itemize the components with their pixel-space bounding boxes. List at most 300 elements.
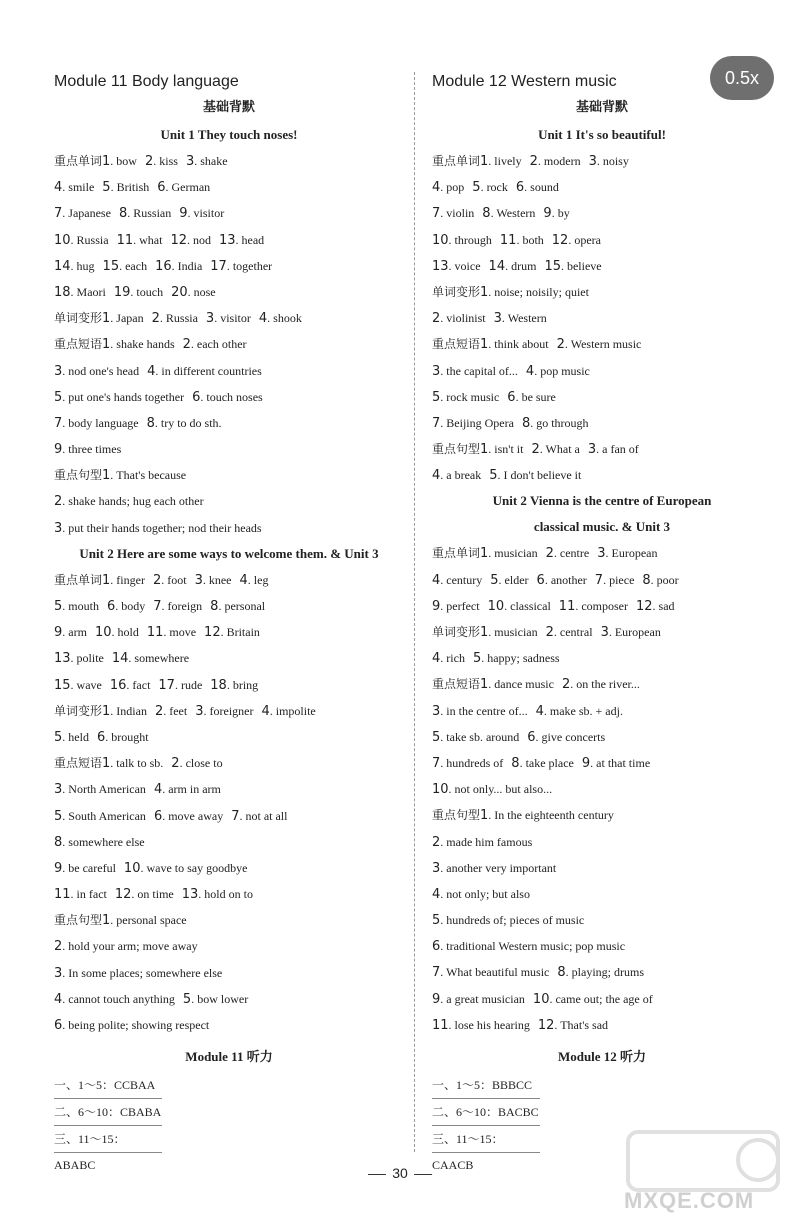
answer-item: 7. not at all: [231, 808, 288, 824]
answer-line: [432, 174, 772, 200]
listening-title: Module 11 听力: [185, 1049, 273, 1065]
module-title: Module 12 Western music: [432, 73, 617, 90]
item-number: 2: [432, 834, 441, 850]
answer-item: 8. Russian: [118, 206, 172, 222]
item-number: 10: [432, 232, 449, 248]
answer-line: [54, 986, 404, 1012]
item-text: put their hands together; nod their heads: [68, 520, 262, 535]
answer-item: 13. hold on to: [181, 887, 253, 903]
answer-item: 10. classical: [487, 598, 551, 614]
answer-line: [432, 227, 772, 253]
item-number: 3: [185, 154, 195, 169]
item-number: 9: [179, 206, 188, 222]
answer-item: 8. go through: [521, 415, 589, 431]
item-number: 5: [489, 468, 498, 484]
item-text: in different countries: [161, 363, 262, 378]
answer-item: 1. lively: [480, 154, 522, 169]
answer-item: 8. personal: [210, 599, 266, 614]
item-text: What beautiful music: [446, 965, 550, 980]
item-text: fact: [132, 677, 151, 692]
dash-left: [368, 1174, 386, 1175]
item-text: lively: [494, 154, 522, 168]
item-number: 2: [171, 756, 180, 772]
item-number: 16: [109, 677, 127, 693]
item-number: 8: [118, 206, 128, 222]
answer-lines: [432, 540, 772, 1038]
answer-item: 11. composer: [558, 598, 628, 614]
answer-item: 1. Indian: [102, 703, 147, 719]
item-text: nose: [193, 284, 216, 299]
item-number: 5: [472, 651, 482, 667]
answer-item: 20. nose: [171, 284, 216, 300]
category-label: 重点句型: [432, 442, 481, 457]
page-number-text: 30: [392, 1165, 408, 1181]
item-number: 5: [490, 572, 499, 588]
item-text: hold on to: [204, 887, 253, 902]
item-text: a great musician: [446, 991, 525, 1006]
item-text: wave to say goodbye: [146, 860, 248, 875]
item-text: British: [116, 180, 150, 195]
answer-line: [432, 645, 772, 671]
item-number: 8: [482, 206, 491, 222]
answer-line: [54, 253, 404, 279]
answer-item: 7. Japanese: [54, 206, 111, 222]
item-text: came out; the age of: [555, 991, 653, 1006]
item-text: dance music: [494, 677, 554, 692]
category-label: 重点句型: [432, 808, 481, 823]
item-number: 1: [102, 154, 111, 169]
item-number: 4: [535, 703, 544, 719]
item-number: 10: [123, 860, 141, 876]
item-text: visitor: [220, 311, 251, 326]
item-text: take place: [525, 755, 574, 770]
item-text: mouth: [68, 599, 99, 613]
item-number: 7: [54, 415, 63, 431]
answer-item: 7. piece: [594, 572, 635, 588]
item-number: 10: [532, 991, 550, 1007]
item-text: somewhere else: [68, 834, 145, 849]
item-number: 5: [54, 729, 63, 745]
item-text: foot: [167, 572, 187, 587]
item-text: In some places; somewhere else: [68, 965, 223, 980]
item-number: 9: [432, 598, 441, 614]
answer-line: [54, 200, 404, 226]
category-label: 重点句型: [54, 913, 103, 928]
answer-item: 1. shake hands: [102, 337, 175, 353]
item-number: 1: [480, 284, 489, 300]
answer-line: [432, 593, 772, 619]
item-text: cannot touch anything: [68, 991, 175, 1006]
item-text: What a: [545, 442, 580, 457]
item-number: 11: [116, 232, 134, 248]
item-text: be sure: [521, 389, 556, 404]
item-text: somewhere: [134, 651, 190, 666]
answer-item: 14. somewhere: [111, 651, 190, 667]
answer-item: 2. violinist: [432, 311, 486, 327]
item-number: 11: [558, 598, 576, 614]
item-number: 3: [54, 520, 63, 536]
answer-line: [432, 148, 772, 174]
item-text: traditional Western music; pop music: [446, 939, 626, 954]
item-text: body language: [68, 415, 139, 430]
item-number: 7: [432, 755, 441, 771]
answer-item: 3. European: [597, 546, 658, 562]
category-label: 单词变形: [54, 703, 103, 718]
answer-line: [54, 436, 404, 462]
item-number: 1: [480, 337, 489, 353]
answer-line: [432, 959, 772, 985]
item-number: 4: [54, 180, 63, 196]
item-text: voice: [454, 258, 481, 273]
item-number: 2: [529, 154, 538, 169]
answer-item: 2. Western music: [556, 337, 642, 353]
item-text: shake: [200, 154, 228, 168]
answer-line: [432, 462, 772, 488]
answer-line: [432, 802, 772, 828]
listening-answer: 一、1～5：CCBAA: [54, 1072, 162, 1099]
answer-item: 2. hold your arm; move away: [54, 939, 198, 955]
item-number: 7: [594, 572, 604, 588]
item-number: 12: [170, 232, 187, 248]
item-text: on time: [137, 887, 174, 902]
item-number: 8: [642, 572, 651, 588]
item-text: noisy: [602, 154, 629, 168]
item-number: 1: [102, 756, 111, 772]
answer-line: [54, 829, 404, 855]
answer-item: 14. drum: [488, 258, 537, 274]
answer-item: 1. isn't it: [480, 442, 524, 458]
item-text: each other: [196, 337, 247, 352]
item-number: 3: [54, 782, 63, 798]
answer-item: 6. sound: [515, 180, 559, 196]
answer-item: 8. try to do sth.: [146, 415, 222, 431]
item-number: 6: [527, 729, 536, 745]
answer-line: [54, 645, 404, 671]
answer-line: [54, 907, 404, 933]
item-text: arm in arm: [168, 782, 221, 797]
item-text: Russian: [133, 206, 172, 221]
answer-line: [432, 567, 772, 593]
answer-line: [54, 148, 404, 174]
answer-item: 9. arm: [54, 625, 87, 641]
item-text: composer: [581, 598, 628, 613]
item-text: foreigner: [209, 703, 254, 718]
answer-item: 2. foot: [152, 572, 187, 588]
unit-title: Unit 2 Vienna is the centre of European: [492, 493, 712, 509]
item-text: hundreds of; pieces of music: [446, 913, 585, 928]
item-number: 7: [231, 808, 240, 824]
answer-line: [54, 803, 404, 829]
answer-item: 2. each other: [182, 337, 247, 353]
answer-item: 6. touch noses: [192, 389, 263, 405]
answer-item: 7. violin: [432, 206, 475, 222]
item-number: 18: [54, 284, 71, 300]
item-text: I don't believe it: [503, 468, 582, 483]
answer-item: 10. wave to say goodbye: [123, 860, 248, 876]
answer-line: [432, 331, 772, 357]
answer-item: 4. century: [432, 572, 483, 588]
answer-item: 3. foreigner: [195, 703, 254, 719]
answer-item: 17. rude: [158, 677, 203, 693]
answer-item: 5. hundreds of; pieces of music: [432, 913, 585, 929]
item-number: 2: [182, 337, 191, 353]
item-number: 1: [480, 442, 489, 458]
answer-item: 5. rock: [472, 180, 508, 196]
item-number: 3: [54, 363, 63, 379]
category-label: 重点短语: [54, 756, 103, 771]
item-text: feet: [169, 703, 188, 718]
answer-item: 2. modern: [529, 154, 581, 169]
item-text: Maori: [76, 284, 106, 299]
answer-line: [432, 619, 772, 645]
item-text: another very important: [446, 860, 557, 875]
item-number: 9: [54, 860, 63, 876]
item-number: 3: [195, 703, 204, 719]
item-number: 9: [581, 755, 591, 771]
item-number: 14: [111, 651, 129, 667]
item-number: 1: [480, 808, 489, 824]
item-text: hold: [117, 625, 139, 640]
answer-item: 12. sad: [636, 598, 675, 614]
item-text: brought: [111, 729, 149, 744]
item-text: talk to sb.: [116, 756, 164, 771]
item-text: go through: [536, 415, 589, 430]
item-number: 5: [54, 389, 63, 405]
category-label: 重点短语: [432, 337, 481, 352]
category-label: 重点单词: [432, 546, 481, 561]
dash-right: [414, 1174, 432, 1175]
answer-item: 12. Britain: [204, 625, 260, 641]
item-number: 4: [432, 651, 441, 667]
item-number: 20: [171, 284, 188, 300]
answer-line: [432, 279, 772, 305]
item-text: a break: [446, 468, 482, 483]
answer-item: 7. foreign: [153, 599, 203, 614]
answer-item: 6. be sure: [507, 389, 556, 405]
item-number: 4: [432, 180, 441, 196]
item-number: 2: [432, 311, 441, 327]
item-number: 19: [113, 284, 131, 300]
answer-item: 2. Russia: [151, 311, 198, 327]
item-text: not only... but also...: [454, 782, 553, 797]
answer-item: 3. shake: [185, 154, 228, 169]
answer-item: 4. a break: [432, 468, 482, 484]
answer-item: 5. happy; sadness: [472, 651, 560, 667]
answer-item: 4. shook: [258, 311, 302, 327]
item-text: impolite: [275, 703, 316, 718]
section-title: 基础背默: [202, 100, 255, 115]
answer-item: 2. made him famous: [432, 834, 533, 850]
item-text: central: [559, 625, 593, 639]
answer-line: [432, 671, 772, 697]
answer-item: 5. South American: [54, 808, 146, 824]
answer-item: 2. shake hands; hug each other: [54, 494, 204, 510]
item-number: 5: [102, 180, 111, 196]
answer-line: [54, 750, 404, 776]
item-text: body: [121, 599, 146, 613]
item-number: 16: [155, 258, 172, 274]
answer-item: 1. finger: [102, 572, 145, 588]
category-label: 重点短语: [432, 677, 481, 692]
item-number: 3: [597, 546, 606, 562]
item-number: 11: [54, 887, 71, 903]
answer-item: 1. think about: [480, 337, 549, 353]
listening-answer: 三、11～15：CAACB: [432, 1126, 540, 1153]
item-text: That's sad: [560, 1017, 609, 1032]
answer-line: [432, 253, 772, 279]
item-text: That's because: [116, 468, 187, 483]
item-number: 3: [54, 965, 63, 981]
item-text: put one's hands together: [68, 389, 185, 404]
item-number: 5: [472, 180, 481, 196]
item-text: three times: [68, 442, 122, 457]
item-number: 10: [54, 232, 71, 248]
answer-line: [54, 567, 404, 593]
item-number: 4: [153, 782, 163, 798]
answer-item: 2. central: [545, 625, 593, 640]
item-number: 12: [636, 598, 653, 614]
answer-item: 3. a fan of: [587, 442, 639, 458]
category-label: 重点短语: [54, 337, 103, 352]
answer-line: [54, 855, 404, 881]
item-text: give concerts: [541, 729, 606, 744]
listening-answer: 二、6～10：BACBC: [432, 1099, 540, 1126]
listening-title: Module 12 听力: [557, 1049, 647, 1064]
item-number: 17: [210, 258, 227, 274]
item-number: 13: [181, 887, 199, 903]
answer-item: 7. body language: [54, 415, 139, 431]
item-number: 5: [54, 599, 63, 614]
item-text: European: [611, 546, 658, 561]
item-text: head: [241, 232, 265, 247]
item-number: 4: [147, 363, 156, 379]
listening-answer: 三、11～15：ABABC: [54, 1126, 162, 1153]
answer-item: 2. What a: [531, 442, 580, 458]
answer-line: [54, 488, 404, 514]
item-text: held: [68, 729, 89, 744]
answer-line: [432, 540, 772, 566]
item-text: being polite; showing respect: [68, 1018, 210, 1032]
item-number: 4: [432, 468, 441, 484]
answer-item: 13. polite: [54, 651, 104, 667]
zoom-badge[interactable]: 0.5x: [710, 56, 774, 100]
item-number: 8: [146, 415, 155, 431]
right-column: [432, 70, 772, 1172]
item-number: 2: [152, 572, 162, 588]
item-number: 3: [588, 154, 597, 169]
item-number: 8: [511, 755, 520, 771]
answer-line: [432, 986, 772, 1012]
answer-item: 5. take sb. around: [432, 729, 520, 745]
item-text: sad: [658, 598, 675, 613]
item-text: move away: [168, 808, 224, 823]
item-text: shook: [273, 311, 302, 326]
item-number: 9: [54, 442, 63, 458]
item-text: rude: [180, 677, 203, 692]
answer-line: [432, 200, 772, 226]
answer-item: 9. a great musician: [432, 991, 525, 1007]
answer-item: 3. in the centre of...: [432, 703, 528, 719]
answer-line: [54, 305, 404, 331]
answer-item: 3. another very important: [432, 860, 557, 876]
item-number: 15: [54, 677, 71, 693]
item-number: 7: [54, 206, 63, 222]
answer-item: 8. Western: [482, 206, 536, 222]
answer-item: 4. cannot touch anything: [54, 991, 175, 1007]
answer-item: 3. put their hands together; nod their heads: [54, 520, 262, 536]
item-text: kiss: [159, 154, 178, 168]
item-text: Western: [496, 206, 536, 221]
answer-item: 18. bring: [210, 677, 259, 693]
answer-item: 4. not only; but also: [432, 886, 530, 902]
item-number: 11: [146, 625, 164, 641]
item-text: not at all: [245, 808, 288, 823]
item-text: rich: [446, 651, 465, 666]
item-number: 1: [102, 572, 111, 588]
item-number: 12: [551, 232, 569, 248]
answer-line: [54, 619, 404, 645]
answer-line: [54, 698, 404, 724]
answer-item: 1. musician: [480, 546, 538, 562]
answer-item: 1. dance music: [480, 677, 554, 693]
item-number: 6: [106, 599, 116, 614]
answer-item: 5. mouth: [54, 599, 99, 614]
item-text: wave: [76, 677, 102, 692]
item-number: 12: [537, 1017, 555, 1033]
item-number: 13: [432, 258, 449, 274]
item-number: 13: [218, 232, 236, 248]
item-text: at that time: [596, 755, 651, 770]
item-number: 1: [480, 677, 489, 693]
answer-item: 6. traditional Western music; pop music: [432, 939, 626, 955]
item-text: Japan: [116, 311, 144, 326]
item-text: the capital of...: [446, 363, 518, 378]
answer-line: [54, 462, 404, 488]
answer-lines: [432, 148, 772, 488]
item-text: close to: [185, 756, 223, 771]
category-label: 重点单词: [54, 154, 103, 168]
item-text: shake hands; hug each other: [68, 494, 204, 509]
answer-item: 5. British: [102, 180, 150, 196]
item-number: 8: [557, 965, 566, 981]
item-number: 7: [432, 965, 441, 981]
answer-item: 6. German: [157, 180, 211, 196]
answer-item: 3. Western: [493, 311, 547, 327]
item-number: 3: [194, 572, 203, 588]
answer-item: 6. move away: [153, 808, 224, 824]
item-number: 6: [96, 729, 106, 745]
item-number: 4: [239, 572, 248, 588]
answer-line: [432, 410, 772, 436]
item-text: move: [169, 625, 197, 640]
item-number: 5: [432, 729, 441, 745]
item-number: 4: [54, 991, 63, 1007]
answer-item: 4. pop: [432, 180, 465, 196]
item-text: pop music: [540, 363, 590, 378]
item-number: 5: [432, 913, 441, 929]
listening-answer: 一、1～5：BBBCC: [432, 1072, 540, 1099]
item-text: nod one's head: [68, 363, 140, 378]
answer-item: 17. together: [210, 258, 273, 274]
answer-line: [432, 933, 772, 959]
answer-item: 11. what: [116, 232, 163, 248]
answer-line: [432, 881, 772, 907]
item-text: rock: [486, 180, 508, 195]
item-text: polite: [76, 651, 104, 666]
item-text: shake hands: [116, 337, 175, 352]
item-text: together: [232, 258, 273, 273]
item-text: classical: [510, 598, 551, 613]
